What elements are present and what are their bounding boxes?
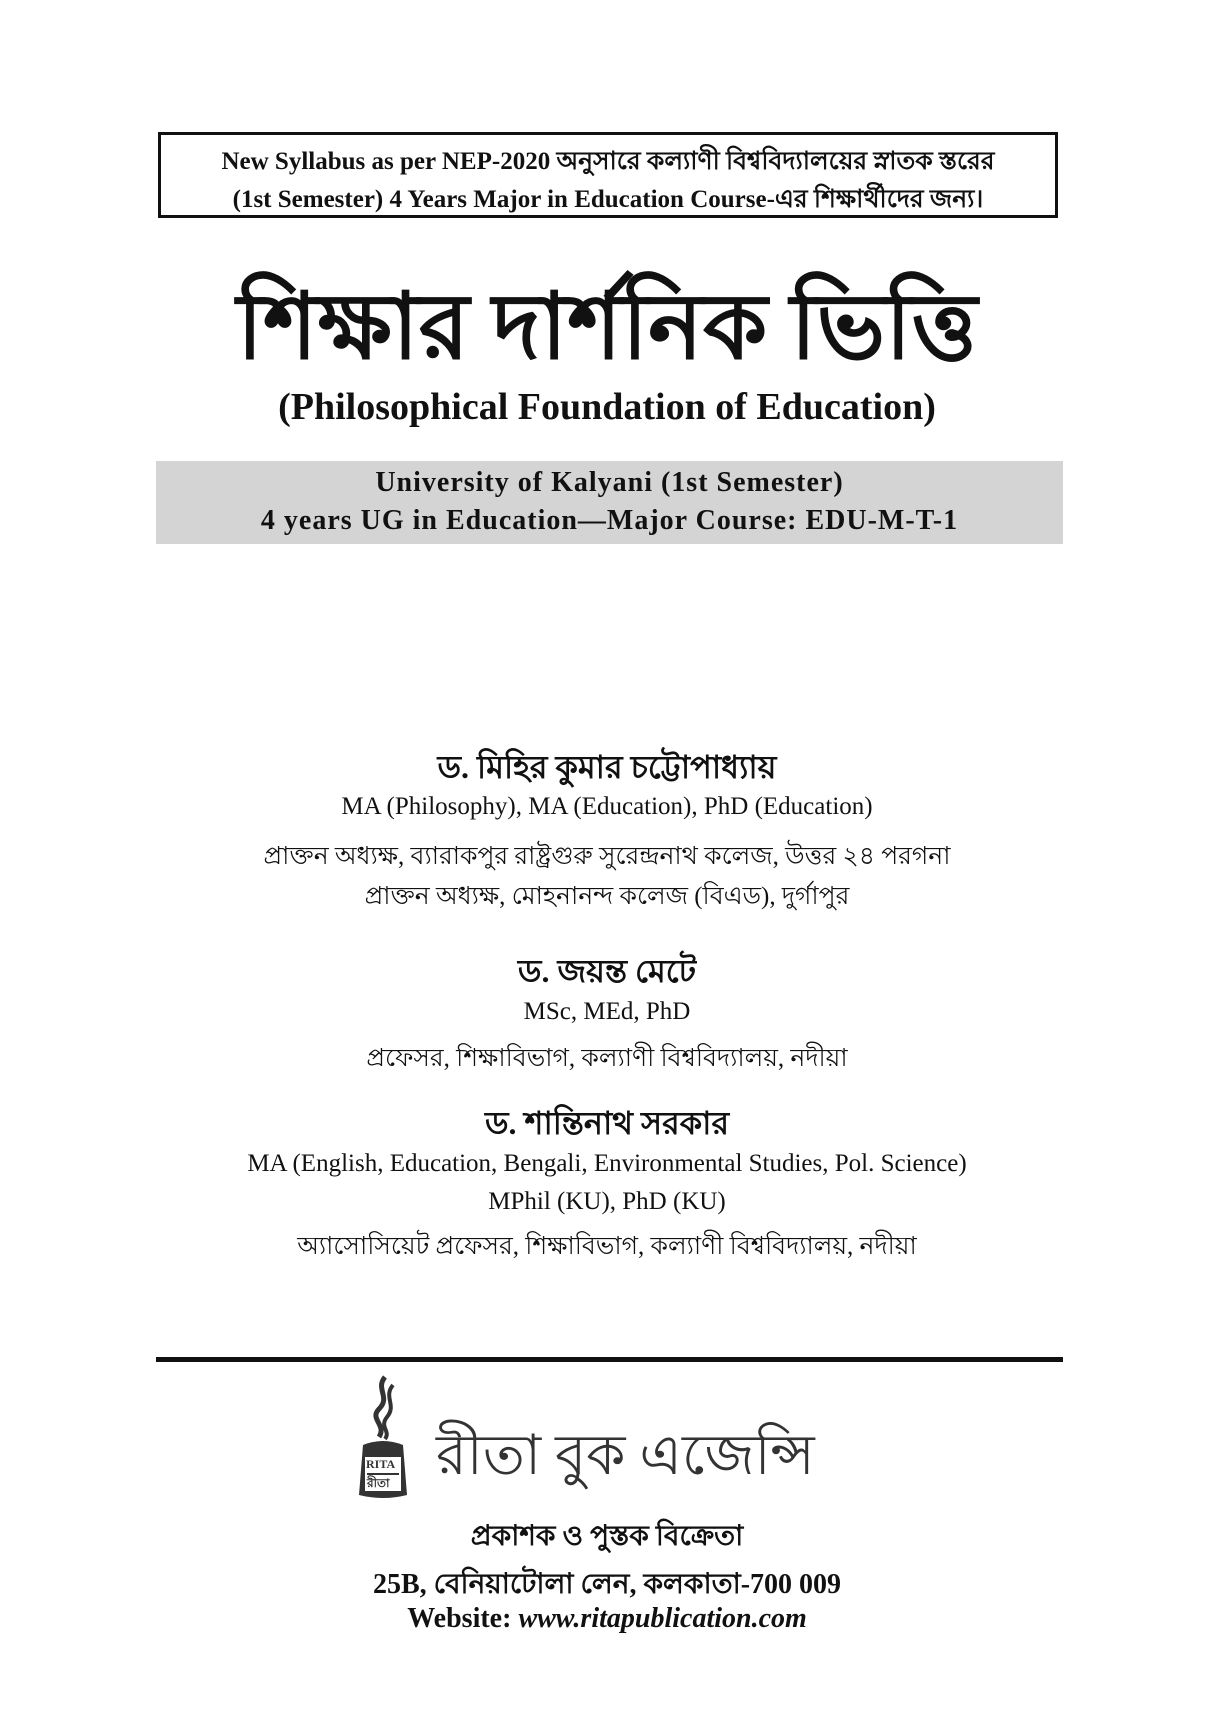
course-band <box>156 461 1063 544</box>
logo-text-bn: রীতা <box>367 1476 390 1490</box>
publisher-logo-icon <box>355 1375 411 1499</box>
author-3-name: ড. শান্তিনাথ সরকার <box>484 1105 730 1141</box>
divider <box>156 1357 1063 1362</box>
author-2-position: প্রফেসর, শিক্ষাবিভাগ, কল্যাণী বিশ্ববিদ্যালয়, নদীয়া <box>366 1045 848 1072</box>
logo-text-en: RITA <box>366 1457 396 1471</box>
author-2-name: ড. জয়ন্ত মেটে <box>517 953 697 989</box>
course-line-1: University of Kalyani (1st Semester) <box>375 467 844 498</box>
author-1-position-2: প্রাক্তন অধ্যক্ষ, মোহনানন্দ কলেজ (বিএড), দুর্গাপুর <box>364 883 850 910</box>
author-1-name: ড. মিহির কুমার চট্টোপাধ্যায় <box>437 749 777 785</box>
course-line-2: 4 years UG in Education—Major Course: EDU-M-T-1 <box>260 505 959 536</box>
author-1-degrees: MA (Philosophy), MA (Education), PhD (Education) <box>341 793 873 820</box>
book-subtitle: (Philosophical Foundation of Education) <box>278 386 936 428</box>
publisher-website <box>0 1603 1214 1635</box>
notice-line-1: New Syllabus as per NEP-2020 অনুসারে কল্যাণী বিশ্ববিদ্যালয়ের স্নাতক স্তরের <box>221 148 995 175</box>
author-1-position-1: প্রাক্তন অধ্যক্ষ, ব্যারাকপুর রাষ্ট্রগুরু সুরেন্দ্রনাথ কলেজ, উত্তর ২৪ পরগনা <box>263 843 951 870</box>
website-link[interactable]: www.ritapublication.com <box>518 1603 807 1634</box>
notice-line-2: (1st Semester) 4 Years Major in Education Course-এর শিক্ষার্থীদের জন্য। <box>232 186 984 213</box>
publisher-address: 25B, বেনিয়াটোলা লেন, কলকাতা-700 009 <box>372 1569 842 1600</box>
author-3-degrees-2: MPhil (KU), PhD (KU) <box>488 1188 726 1215</box>
publisher-tagline: প্রকাশক ও পুস্তক বিক্রেতা <box>470 1521 744 1552</box>
book-title: শিক্ষার দার্শনিক ভিত্তি <box>236 276 978 378</box>
author-3-degrees: MA (English, Education, Bengali, Environmental Studies, Pol. Science) <box>247 1150 967 1177</box>
syllabus-notice-box <box>158 132 1058 218</box>
website-label: Website: <box>407 1603 512 1634</box>
author-3-position: অ্যাসোসিয়েট প্রফেসর, শিক্ষাবিভাগ, কল্যাণী বিশ্ববিদ্যালয়, নদীয়া <box>297 1233 917 1260</box>
publisher-name: রীতা বুক এজেন্সি <box>436 1425 815 1487</box>
author-2-degrees: MSc, MEd, PhD <box>523 998 691 1025</box>
